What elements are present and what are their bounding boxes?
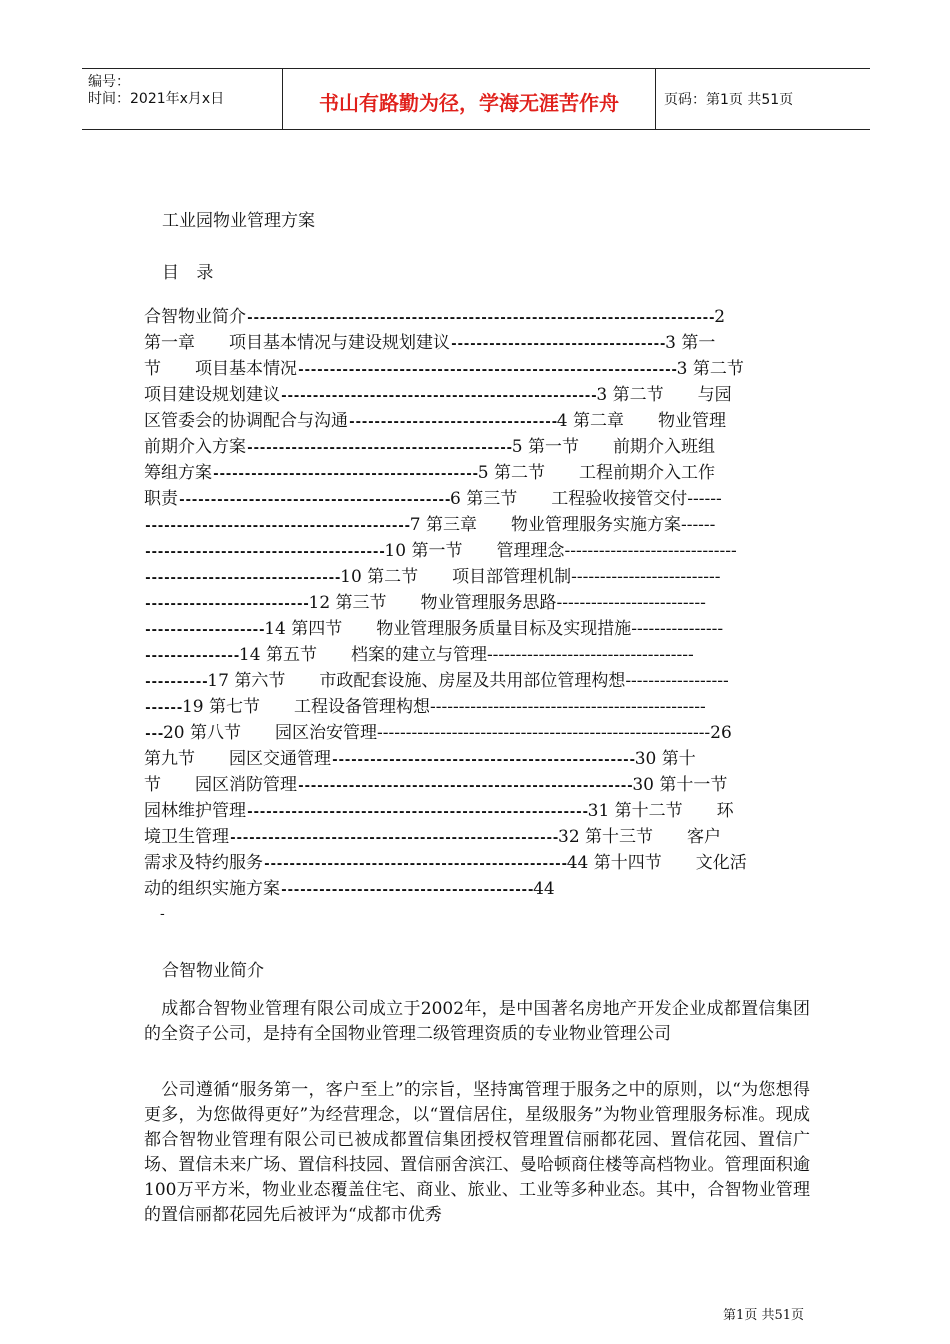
toc-entry-text: 区管委会的协调配合与沟通 — [144, 411, 348, 431]
toc-page-ref: 30 第十一节 — [632, 775, 728, 795]
toc-leader: ------------------------------------------------ — [331, 753, 635, 768]
toc-line — [144, 617, 806, 643]
toc-entry-text: 职责 — [144, 489, 178, 509]
toc-leader: ---------------------------------------------------- — [229, 831, 558, 846]
page-footer: 第1页 共51页 — [723, 1308, 804, 1323]
toc-leader: ----------------------------------------------------- — [297, 779, 633, 794]
toc-line — [144, 825, 806, 851]
toc-heading: 目 录 — [162, 263, 220, 283]
toc-line — [144, 539, 806, 565]
header-right-cell — [656, 69, 870, 129]
toc-leader: -------------------------------------- — [144, 545, 385, 560]
toc-line — [144, 487, 806, 513]
toc-page-ref: 14 第五节 档案的建立与管理------------------------------------ — [238, 645, 694, 665]
page-header — [82, 68, 870, 130]
toc-page-ref: 4 第二章 物业管理 — [556, 411, 727, 431]
toc-leader: ---------------------------------------- — [280, 883, 534, 898]
toc-entry-text: 节 园区消防管理 — [144, 775, 297, 795]
toc-line — [144, 669, 806, 695]
toc-entry-text: 筹组方案 — [144, 463, 212, 483]
toc-leader: ------------------- — [144, 623, 265, 638]
toc-line — [144, 773, 806, 799]
toc-page-ref: 17 第六节 市政配套设施、房屋及共用部位管理构想------------------ — [207, 671, 729, 691]
toc-line — [144, 383, 806, 409]
toc-page-ref: 3 第一 — [665, 333, 716, 353]
toc-line — [144, 461, 806, 487]
toc-entry-text: 合智物业简介 — [144, 307, 246, 327]
header-motto: 书山有路勤为径，学海无涯苦作舟 — [319, 91, 619, 115]
toc-line — [144, 799, 806, 825]
toc-page-ref: 7 第三章 物业管理服务实施方案------ — [409, 515, 716, 535]
toc-line — [144, 695, 806, 721]
toc-entry-text: 项目建设规划建议 — [144, 385, 280, 405]
toc-line — [144, 435, 806, 461]
toc-line — [144, 331, 806, 357]
toc-leader: ------------------------------------------ — [212, 467, 478, 482]
toc-leader: --------------------------------- — [348, 415, 557, 430]
toc-leader: -------------------------------------------------- — [280, 389, 597, 404]
toc-page-ref: 6 第三节 工程验收接管交付------ — [450, 489, 722, 509]
toc-leader: ---------------------------------- — [450, 337, 666, 352]
header-page-info: 页码：第1页 共51页 — [664, 92, 794, 108]
toc-page-ref: 14 第四节 物业管理服务质量目标及实现措施---------------- — [264, 619, 724, 639]
toc-line — [144, 747, 806, 773]
toc-leader: --------------- — [144, 649, 239, 664]
toc-entry-text: 第一章 项目基本情况与建设规划建议 — [144, 333, 450, 353]
toc-page-ref: 31 第十二节 环 — [587, 801, 734, 821]
toc-line — [144, 409, 806, 435]
toc-leader: ------------------------------------------------ — [263, 857, 567, 872]
toc-page-ref: 19 第七节 工程设备管理构想------------------------------------------------ — [181, 697, 706, 717]
toc-entry-text: 园林维护管理 — [144, 801, 246, 821]
toc-entry-text: 第九节 园区交通管理 — [144, 749, 331, 769]
toc-page-ref: 2 — [714, 307, 726, 327]
toc-leader: -------------------------- — [144, 597, 309, 612]
toc-page-ref: 5 第二节 工程前期介入工作 — [477, 463, 715, 483]
toc-page-ref: 32 第十三节 客户 — [558, 827, 722, 847]
toc-line — [144, 591, 806, 617]
intro-paragraph-1: 成都合智物业管理有限公司成立于2002年，是中国著名房地产开发企业成都置信集团的全资子公司，是持有全国物业管理二级管理资质的专业物业管理公司 — [144, 999, 810, 1044]
toc-page-ref: 3 第二节 与园 — [596, 385, 732, 405]
toc-line — [144, 851, 806, 877]
toc-page-ref: 5 第一节 前期介入班组 — [511, 437, 715, 457]
toc-leader: ------------------------------------------------------------ — [297, 363, 677, 378]
stray-mark: - — [160, 906, 165, 922]
toc-entry-text: 节 项目基本情况 — [144, 359, 297, 379]
toc-page-ref: 10 第二节 项目部管理机制-------------------------- — [340, 567, 721, 587]
intro-paragraph-2: 公司遵循“服务第一，客户至上”的宗旨，坚持寓管理于服务之中的原则，以“为您想得更多，为您做得更好”为经营理念，以“置信居住，星级服务”为物业管理服务标准。现成都合智物业管理有限公司已被成都置信集团授权管理置信丽都花园、置信花园、置信广场、置信未来广场、置信科技园、置信丽舍滨江、曼哈顿商住楼等高档物业。管理面积逾100万平方米，物业业态覆盖住宅、商业、旅业、工业等多种业态。其中，合智物业管理的置信丽都花园先后被评为“成都市优秀 — [144, 1080, 810, 1225]
toc-line — [144, 877, 806, 903]
toc-page-ref: 3 第二节 — [676, 359, 744, 379]
toc-entry-text: 动的组织实施方案 — [144, 879, 280, 899]
toc-page-ref: 10 第一节 管理理念------------------------------ — [384, 541, 737, 561]
document-title: 工业园物业管理方案 — [162, 211, 315, 231]
toc-page-ref: 12 第三节 物业管理服务思路-------------------------- — [308, 593, 706, 613]
toc-leader: --- — [144, 727, 163, 742]
header-left-cell — [82, 69, 283, 129]
toc-entry-text: 境卫生管理 — [144, 827, 229, 847]
date-label: 时间：2021年x月x日 — [88, 91, 225, 107]
toc-line — [144, 513, 806, 539]
toc-line — [144, 357, 806, 383]
toc-leader: -------------------------------------------------------------------------- — [246, 311, 715, 326]
header-center-cell — [283, 69, 656, 129]
toc-page-ref: 44 — [533, 879, 555, 899]
toc-leader: ---------- — [144, 675, 208, 690]
toc-leader: ------------------------------- — [144, 571, 341, 586]
toc-leader: ------ — [144, 701, 182, 716]
table-of-contents — [144, 305, 806, 903]
toc-page-ref: 44 第十四节 文化活 — [566, 853, 747, 873]
toc-page-ref: 30 第十 — [634, 749, 696, 769]
toc-line — [144, 721, 806, 747]
toc-page-ref: 20 第八节 园区治安管理----------------------------------------------------------26 — [162, 723, 732, 743]
toc-leader: ------------------------------------------ — [144, 519, 410, 534]
toc-line — [144, 565, 806, 591]
code-label: 编号： — [88, 74, 130, 90]
toc-entry-text: 前期介入方案 — [144, 437, 246, 457]
toc-line — [144, 643, 806, 669]
section-title: 合智物业简介 — [162, 961, 264, 981]
toc-entry-text: 需求及特约服务 — [144, 853, 263, 873]
toc-line — [144, 305, 806, 331]
toc-leader: ------------------------------------------------------ — [246, 805, 588, 820]
toc-leader: ------------------------------------------- — [178, 493, 451, 508]
toc-leader: ------------------------------------------ — [246, 441, 512, 456]
